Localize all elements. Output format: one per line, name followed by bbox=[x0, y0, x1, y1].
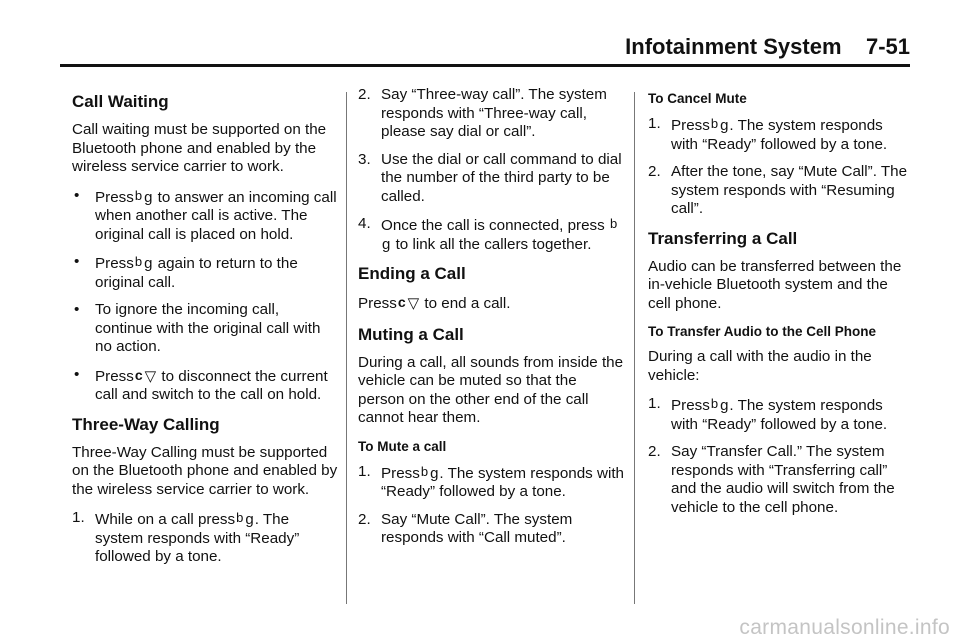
item-text: . The system responds with “Ready” followed by a tone. bbox=[671, 117, 888, 153]
step-number: 1. bbox=[72, 509, 85, 526]
voice-icon: g bbox=[144, 188, 153, 206]
item-text: Use the dial or call command to dial the number of the third party to be called. bbox=[381, 150, 622, 205]
voice-icon: g bbox=[144, 255, 153, 272]
list-item bbox=[72, 187, 340, 245]
item-text: . The system responds with “Ready” followed by a tone. bbox=[671, 397, 888, 433]
paragraph: During a call with the audio in the vehicle: bbox=[648, 348, 872, 384]
item-text: Say “Transfer Call.” The system responds with “Transferring call” and the audio will switch from the vehicle to the cell phone. bbox=[671, 443, 895, 516]
step-number: 1. bbox=[648, 395, 661, 412]
list-item bbox=[358, 511, 626, 548]
paragraph: Audio can be transferred between the in-vehicle Bluetooth system and the cell phone. bbox=[648, 257, 902, 312]
list-item bbox=[72, 366, 340, 405]
item-text: Say “Three-way call”. The system responds with “Three-way call, please say dial or call”. bbox=[381, 86, 607, 140]
heading-muting-a-call: Muting a Call bbox=[358, 324, 464, 344]
step-number: 4. bbox=[358, 215, 371, 232]
item-text: Press bbox=[95, 367, 134, 385]
phone-icon: b bbox=[420, 463, 429, 479]
heading-transferring-a-call: Transferring a Call bbox=[648, 228, 798, 248]
item-text: to answer an incoming call when another call is active. The original call is placed on hold. bbox=[95, 188, 337, 243]
step-number: 1. bbox=[358, 462, 371, 480]
item-text: To ignore the incoming call, continue with the original call with no action. bbox=[95, 301, 321, 355]
end-call-icon: c bbox=[397, 294, 406, 310]
heading-three-way-calling: Three-Way Calling bbox=[72, 414, 220, 434]
column-2 bbox=[358, 86, 626, 557]
phone-icon: b bbox=[134, 254, 143, 269]
column-divider bbox=[634, 92, 635, 604]
list-item bbox=[648, 395, 910, 434]
item-text: to disconnect the current call and switch to the call on hold. bbox=[95, 367, 328, 403]
subheading-to-mute: To Mute a call bbox=[358, 438, 447, 454]
phone-icon: b bbox=[609, 216, 618, 231]
item-text: Press bbox=[381, 464, 420, 482]
list-item bbox=[358, 463, 626, 502]
step-number: 2. bbox=[358, 86, 371, 103]
item-text: Once the call is connected, press bbox=[381, 217, 605, 234]
list-item bbox=[358, 86, 626, 142]
column-1 bbox=[72, 86, 340, 576]
bullet: • bbox=[74, 301, 80, 318]
list-item bbox=[358, 215, 626, 254]
heading-ending-a-call: Ending a Call bbox=[358, 264, 466, 283]
bullet: • bbox=[74, 365, 80, 383]
column-3 bbox=[648, 86, 910, 526]
mute-icon: ▽ bbox=[144, 367, 157, 385]
step-number: 2. bbox=[648, 443, 661, 460]
list-item bbox=[648, 443, 910, 517]
heading-call-waiting: Call Waiting bbox=[72, 92, 169, 111]
page-header bbox=[60, 34, 910, 68]
phone-icon: b bbox=[710, 116, 719, 131]
list-item bbox=[72, 509, 340, 567]
voice-icon: g bbox=[720, 117, 729, 134]
list-item bbox=[72, 253, 340, 292]
mute-icon: ▽ bbox=[407, 295, 420, 312]
voice-icon: g bbox=[430, 464, 439, 482]
item-text: to link all the callers together. bbox=[391, 235, 592, 253]
item-text: Press bbox=[671, 117, 710, 134]
paragraph bbox=[358, 293, 626, 314]
watermark: carmanualsonline.info bbox=[739, 616, 950, 639]
phone-icon: b bbox=[236, 510, 244, 525]
item-text: to end a call. bbox=[420, 295, 511, 312]
item-text: again to return to the original call. bbox=[95, 255, 298, 291]
step-number: 3. bbox=[358, 150, 371, 168]
paragraph: During a call, all sounds from inside the vehicle can be muted so that the person on the other end of the call cannot hear them. bbox=[358, 353, 624, 426]
item-text: Press bbox=[671, 397, 710, 414]
list-item bbox=[358, 151, 626, 207]
step-number: 1. bbox=[648, 115, 661, 132]
step-number: 2. bbox=[358, 510, 371, 528]
list-item bbox=[648, 163, 910, 219]
subheading-cancel-mute: To Cancel Mute bbox=[648, 91, 747, 106]
item-text: Press bbox=[358, 295, 397, 312]
paragraph: Three-Way Calling must be supported on the Bluetooth phone and enabled by the wireless service carrier to work. bbox=[72, 443, 338, 498]
voice-icon: g bbox=[245, 511, 254, 528]
bullet: • bbox=[74, 186, 80, 204]
item-text: After the tone, say “Mute Call”. The system responds with “Resuming call”. bbox=[671, 163, 908, 217]
page-title: Infotainment System 7-51 bbox=[625, 34, 910, 59]
header-rule bbox=[60, 64, 910, 67]
phone-icon: b bbox=[710, 396, 719, 411]
item-text: . The system responds with “Ready” followed by a tone. bbox=[95, 511, 300, 565]
list-item bbox=[72, 301, 340, 357]
list-item bbox=[648, 115, 910, 154]
voice-icon: g bbox=[720, 397, 729, 414]
voice-icon: g bbox=[382, 235, 391, 253]
end-call-icon: c bbox=[134, 366, 143, 383]
bullet: • bbox=[74, 253, 80, 270]
item-text: . The system responds with “Ready” followed by a tone. bbox=[381, 464, 624, 500]
paragraph: Call waiting must be supported on the Bluetooth phone and enabled by the wireless service carrier to work. bbox=[72, 121, 327, 175]
column-divider bbox=[346, 92, 347, 604]
subheading-transfer-audio: To Transfer Audio to the Cell Phone bbox=[648, 324, 877, 339]
item-text: While on a call press bbox=[95, 511, 236, 528]
step-number: 2. bbox=[648, 163, 661, 180]
item-text: Say “Mute Call”. The system responds with “Call muted”. bbox=[381, 510, 573, 546]
item-text: Press bbox=[95, 188, 134, 206]
phone-icon: b bbox=[134, 187, 143, 203]
item-text: Press bbox=[95, 255, 134, 272]
